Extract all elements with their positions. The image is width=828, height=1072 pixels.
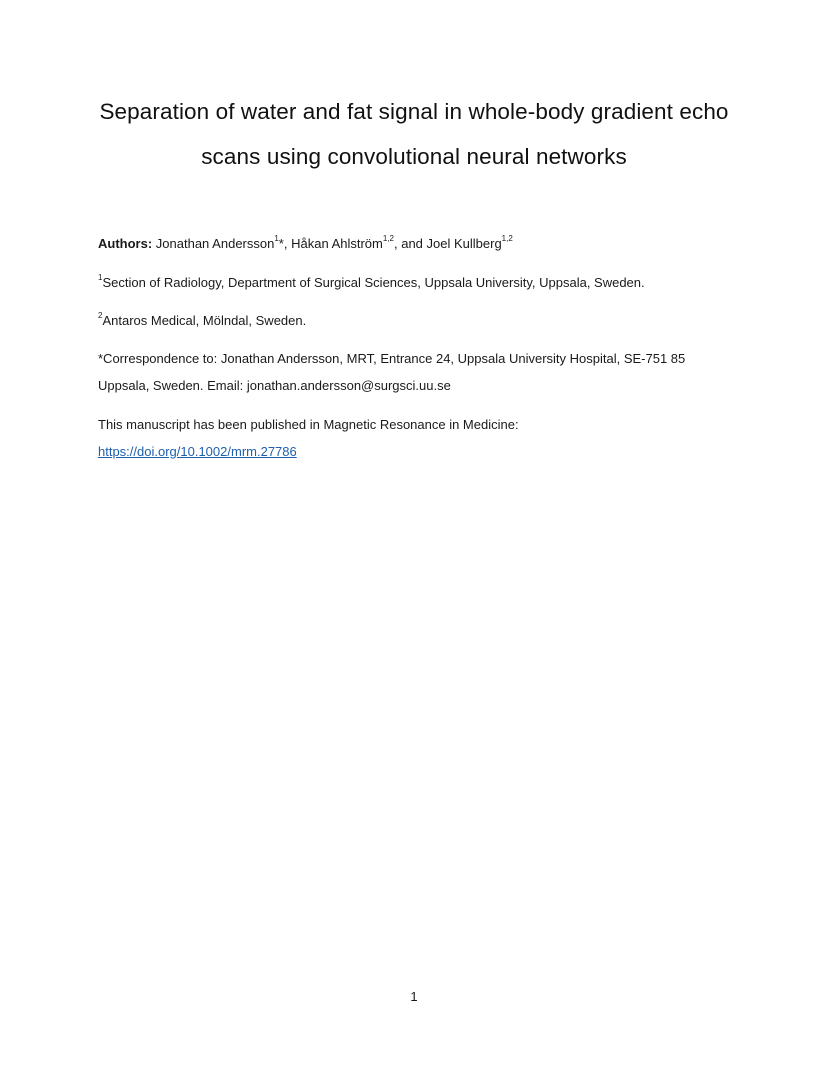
- affiliation-sup: 1: [98, 273, 103, 282]
- author-name: Joel Kullberg: [426, 236, 502, 251]
- doi-line: [98, 445, 297, 458]
- author-affiliation-sup: 1,2: [501, 234, 513, 243]
- author-affiliation-sup: 1,2: [382, 234, 394, 243]
- author-separator: *,: [278, 236, 292, 251]
- authors-label: Authors:: [98, 236, 153, 251]
- paper-title-line-1: Separation of water and fat signal in whole-body gradient echo: [99, 99, 729, 124]
- authors-line: [98, 234, 513, 251]
- affiliation-1: [98, 273, 645, 290]
- author-name: Jonathan Andersson: [155, 236, 275, 251]
- correspondence-line-1: *Correspondence to: Jonathan Andersson, MRT, Entrance 24, Uppsala University Hospital, SE-751 85: [98, 351, 686, 366]
- doi-link[interactable]: https://doi.org/10.1002/mrm.27786: [98, 444, 297, 459]
- affiliation-text: Antaros Medical, Mölndal, Sweden.: [102, 313, 307, 328]
- author-separator: , and: [393, 236, 427, 251]
- affiliation-2: [98, 311, 307, 328]
- author-affiliation-sup: 1: [274, 234, 279, 243]
- publication-note: This manuscript has been published in Magnetic Resonance in Medicine:: [98, 417, 519, 432]
- page-number: 1: [410, 989, 418, 1004]
- correspondence-line-2: Uppsala, Sweden. Email: jonathan.andersson@surgsci.uu.se: [98, 378, 451, 393]
- author-name: Håkan Ahlström: [291, 236, 383, 251]
- affiliation-text: Section of Radiology, Department of Surgical Sciences, Uppsala University, Uppsala, Sweden.: [102, 275, 645, 290]
- affiliation-sup: 2: [98, 311, 103, 320]
- paper-title-line-2: scans using convolutional neural networks: [201, 144, 627, 169]
